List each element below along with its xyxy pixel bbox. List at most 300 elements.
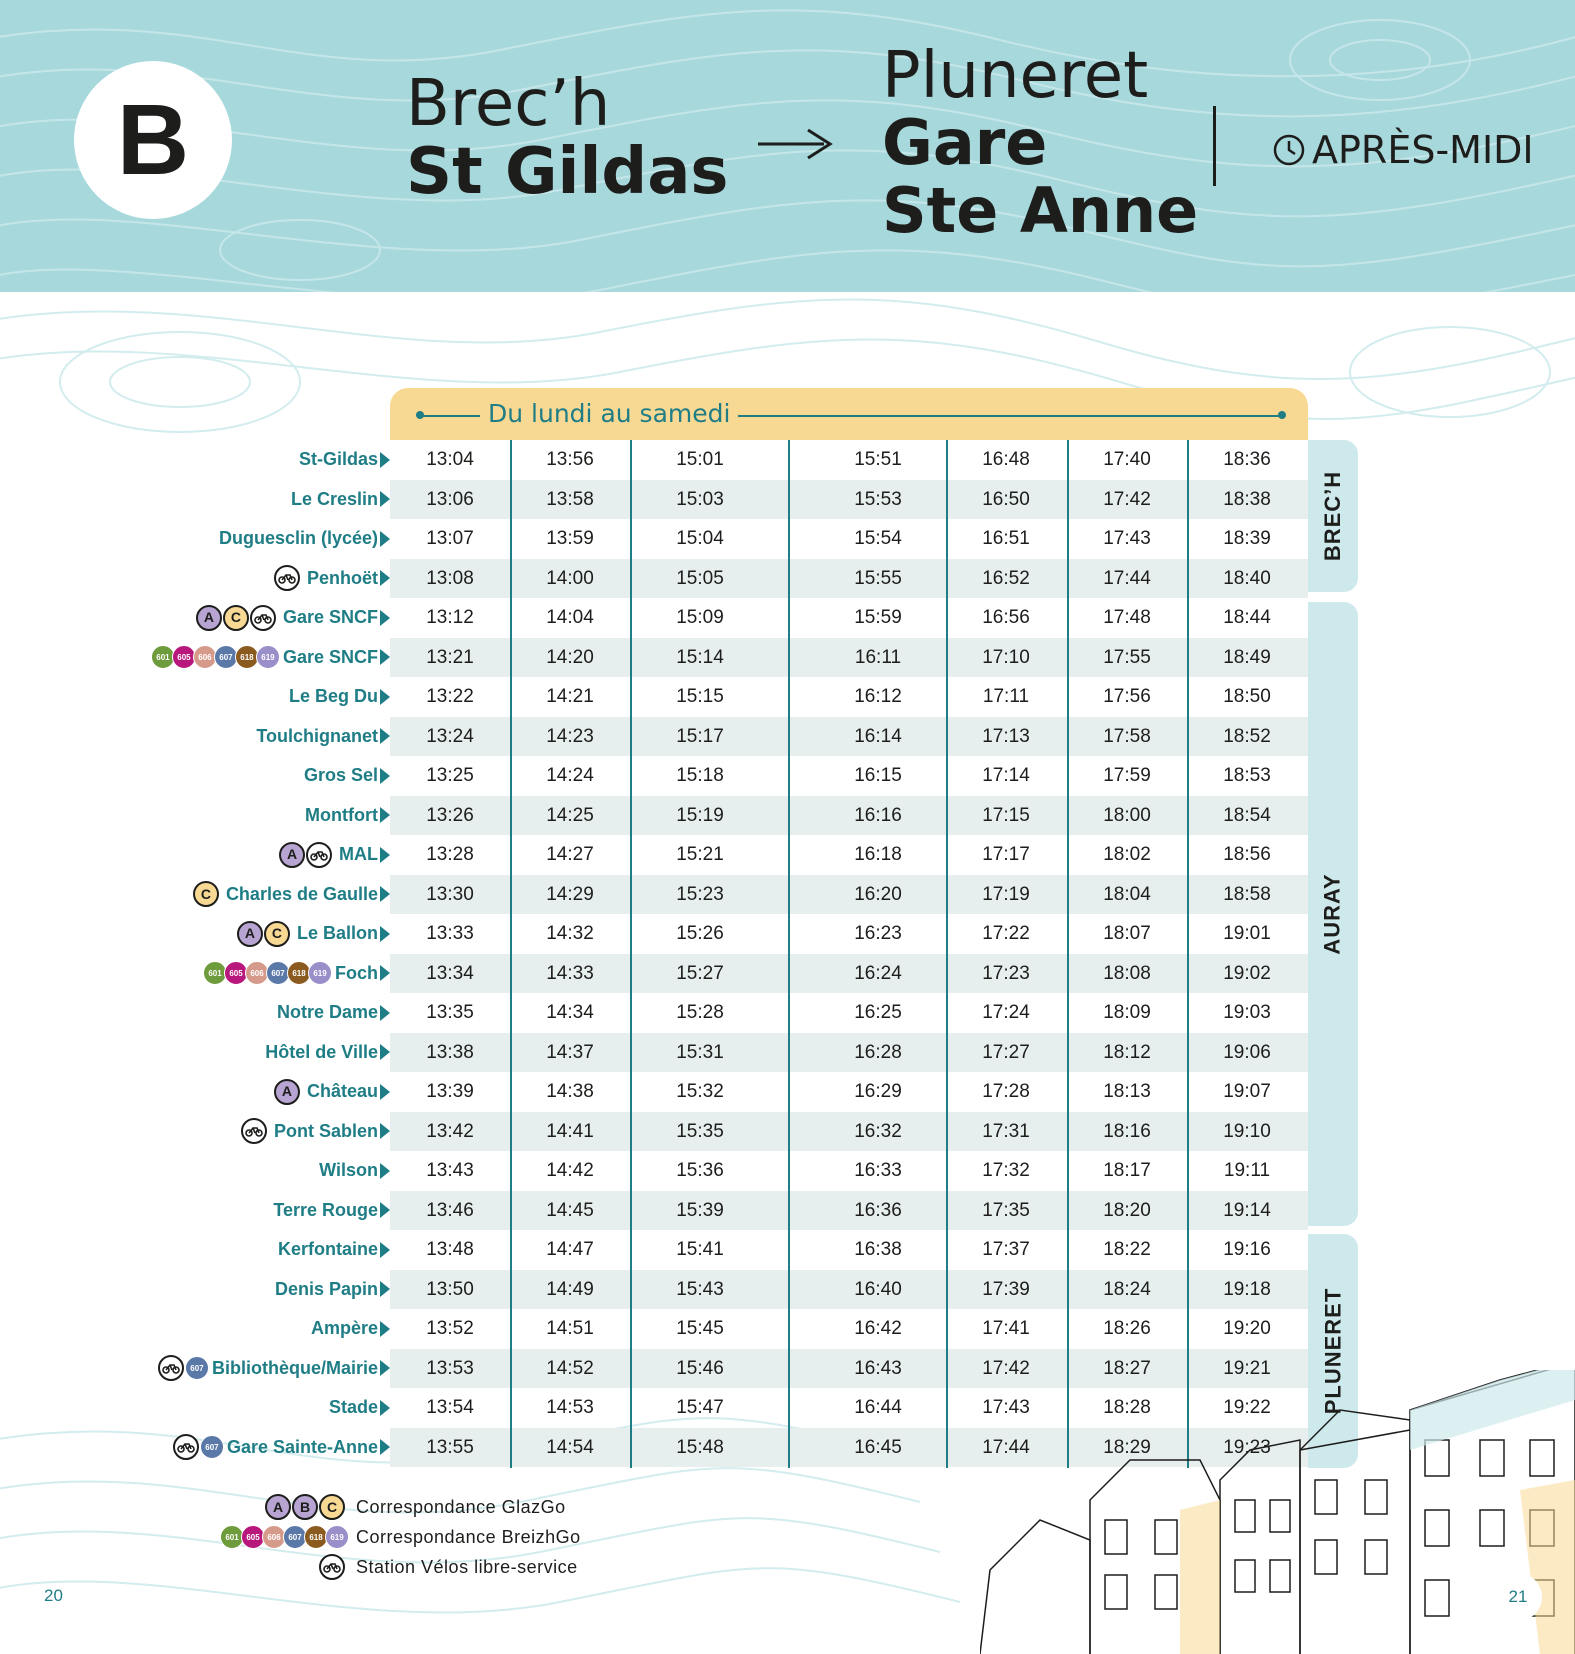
departure-time: 14:25 xyxy=(546,804,594,826)
departure-time: 18:40 xyxy=(1223,567,1271,589)
legend-bike xyxy=(170,1552,606,1582)
stop-marker-icon xyxy=(380,728,390,744)
stop-name: Gros Sel xyxy=(303,765,378,785)
destination-stop-line1: Gare xyxy=(882,106,1048,179)
departure-time: 15:55 xyxy=(854,567,902,589)
departure-time: 18:49 xyxy=(1223,646,1271,668)
stop-label xyxy=(319,1151,390,1191)
zone-pluneret-label: PLUNERET xyxy=(1320,1287,1345,1415)
line-badge: B xyxy=(74,61,232,219)
destination-town: Pluneret xyxy=(882,39,1149,113)
departure-time: 14:42 xyxy=(546,1160,594,1181)
departure-time: 15:51 xyxy=(854,449,902,470)
departure-time: 18:50 xyxy=(1223,686,1271,707)
stop-label xyxy=(304,756,390,796)
departure-time: 15:53 xyxy=(854,488,902,510)
bicycle-icon xyxy=(173,1434,199,1460)
table-row xyxy=(390,1230,1308,1270)
bicycle-icon xyxy=(274,565,300,591)
departure-time: 18:38 xyxy=(1223,488,1271,510)
departure-time: 17:15 xyxy=(982,804,1030,826)
breizhgo-badge-607: 607 xyxy=(266,961,290,985)
departure-time: 18:44 xyxy=(1223,607,1271,628)
stop-marker-icon xyxy=(380,689,390,705)
table-row xyxy=(390,835,1308,875)
stop-marker-icon xyxy=(380,886,390,902)
zone-brech xyxy=(1308,440,1358,592)
stop-label xyxy=(329,1388,390,1428)
departure-time: 13:39 xyxy=(426,1081,474,1102)
departure-time: 14:33 xyxy=(546,962,594,984)
departure-time: 15:43 xyxy=(676,1278,724,1300)
departure-time: 13:28 xyxy=(426,844,474,865)
stop-name: Le Beg Du xyxy=(288,686,378,706)
departure-time: 15:03 xyxy=(676,488,724,510)
departure-time: 15:59 xyxy=(854,607,902,628)
departure-time: 16:24 xyxy=(854,962,902,984)
departure-time: 15:14 xyxy=(676,646,724,668)
departure-time: 17:55 xyxy=(1103,646,1151,668)
stop-label xyxy=(203,954,390,994)
page-number-right: 21 xyxy=(1494,1573,1542,1621)
departure-time: 14:47 xyxy=(546,1239,594,1260)
departure-time: 13:12 xyxy=(426,607,474,628)
stop-name: Pont Sablen xyxy=(273,1120,378,1141)
departure-time: 17:58 xyxy=(1103,725,1151,747)
glazgo-badge-a: A xyxy=(265,1494,291,1520)
stop-marker-icon xyxy=(380,1163,390,1179)
arrow-right-icon xyxy=(756,126,836,162)
departure-time: 13:54 xyxy=(426,1397,474,1418)
table-row xyxy=(390,796,1308,836)
bicycle-icon xyxy=(241,1118,267,1144)
departure-time: 17:44 xyxy=(1103,567,1151,589)
table-row xyxy=(390,875,1308,915)
departure-time: 17:31 xyxy=(982,1120,1030,1142)
departure-time: 15:47 xyxy=(676,1397,724,1418)
table-row xyxy=(390,1112,1308,1152)
departure-time: 16:28 xyxy=(854,1041,902,1063)
departure-time: 16:33 xyxy=(854,1160,902,1181)
departure-time: 13:21 xyxy=(426,646,474,668)
breizhgo-badge-607: 607 xyxy=(185,1356,209,1380)
departure-time: 13:24 xyxy=(426,725,474,747)
glazgo-badge-a: A xyxy=(279,842,305,868)
stop-name: Montfort xyxy=(305,804,378,825)
column-divider xyxy=(788,440,790,1468)
stop-label xyxy=(279,835,390,875)
departure-time: 14:53 xyxy=(546,1397,594,1418)
departure-time: 14:34 xyxy=(546,1002,594,1023)
table-row xyxy=(390,1072,1308,1112)
stop-marker-icon xyxy=(380,1321,390,1337)
departure-time: 16:40 xyxy=(854,1278,902,1300)
departure-time: 19:20 xyxy=(1223,1318,1271,1339)
departure-time: 16:56 xyxy=(982,607,1030,628)
departure-time: 17:56 xyxy=(1103,686,1151,707)
departure-time: 13:48 xyxy=(426,1239,474,1260)
stop-marker-icon xyxy=(380,491,390,507)
stop-marker-icon xyxy=(380,1281,390,1297)
departure-time: 19:10 xyxy=(1223,1120,1271,1142)
stop-marker-icon xyxy=(380,610,390,626)
stop-name: Duguesclin (lycée) xyxy=(218,528,378,548)
table-row xyxy=(390,1270,1308,1310)
departure-time: 18:17 xyxy=(1103,1160,1151,1181)
departure-time: 13:42 xyxy=(426,1120,474,1142)
departure-time: 16:45 xyxy=(854,1436,902,1458)
departure-time: 13:56 xyxy=(546,449,594,470)
departure-time: 13:46 xyxy=(426,1199,474,1221)
departure-time: 13:55 xyxy=(426,1436,474,1458)
stop-label xyxy=(256,717,390,757)
departure-time: 18:58 xyxy=(1223,883,1271,905)
departure-time: 18:00 xyxy=(1103,804,1151,826)
stop-name: Wilson xyxy=(319,1160,378,1180)
departure-time: 19:16 xyxy=(1223,1239,1271,1260)
departure-time: 15:41 xyxy=(676,1239,724,1260)
stop-marker-icon xyxy=(380,847,390,863)
column-divider xyxy=(510,440,512,1468)
breizhgo-badge-619: 619 xyxy=(256,645,280,669)
departure-time: 13:38 xyxy=(426,1041,474,1063)
days-label: Du lundi au samedi xyxy=(480,398,738,430)
breizhgo-badge-619: 619 xyxy=(325,1525,349,1549)
departure-time: 13:58 xyxy=(546,488,594,510)
departure-time: 17:37 xyxy=(982,1239,1030,1260)
legend-glazgo xyxy=(170,1492,606,1522)
departure-time: 16:14 xyxy=(854,725,902,747)
stop-name: Notre Dame xyxy=(276,1002,378,1022)
departure-time: 15:27 xyxy=(676,962,724,984)
breizhgo-badge-619: 619 xyxy=(308,961,332,985)
departure-time: 13:25 xyxy=(426,765,474,786)
departure-time: 15:36 xyxy=(676,1160,724,1181)
stop-name: Hôtel de Ville xyxy=(265,1041,378,1062)
departure-time: 13:26 xyxy=(426,804,474,826)
departure-time: 18:12 xyxy=(1103,1041,1151,1063)
breizhgo-badge-606: 606 xyxy=(245,961,269,985)
legend-glazgo-text: Correspondance GlazGo xyxy=(356,1496,566,1517)
departure-time: 18:26 xyxy=(1103,1318,1151,1339)
departure-time: 16:12 xyxy=(854,686,902,707)
stop-name: Stade xyxy=(328,1397,378,1417)
departure-time: 16:52 xyxy=(982,567,1030,589)
departure-time: 15:35 xyxy=(676,1120,724,1142)
departure-time: 18:20 xyxy=(1103,1199,1151,1221)
departure-time: 15:26 xyxy=(676,923,724,944)
breizhgo-badge-607: 607 xyxy=(200,1435,224,1459)
stop-marker-icon xyxy=(380,768,390,784)
departure-time: 15:45 xyxy=(676,1318,724,1339)
departure-time: 17:44 xyxy=(982,1436,1030,1458)
stop-marker-icon xyxy=(380,1202,390,1218)
table-row xyxy=(390,638,1308,678)
table-row xyxy=(390,954,1308,994)
stop-marker-icon xyxy=(380,649,390,665)
origin-stop: St Gildas xyxy=(406,135,729,209)
departure-time: 14:54 xyxy=(546,1436,594,1458)
departure-time: 15:31 xyxy=(676,1041,724,1063)
page-header xyxy=(0,0,1575,292)
departure-time: 13:34 xyxy=(426,962,474,984)
departure-time: 18:09 xyxy=(1103,1002,1151,1023)
stop-marker-icon xyxy=(380,1123,390,1139)
stop-label xyxy=(274,1072,390,1112)
days-banner xyxy=(390,388,1308,440)
stop-marker-icon xyxy=(380,1084,390,1100)
table-row xyxy=(390,598,1308,638)
departure-time: 19:18 xyxy=(1223,1278,1271,1300)
departure-time: 19:06 xyxy=(1223,1041,1271,1063)
departure-time: 18:22 xyxy=(1103,1239,1151,1260)
departure-time: 17:42 xyxy=(1103,488,1151,510)
stop-marker-icon xyxy=(380,452,390,468)
departure-time: 16:51 xyxy=(982,528,1030,549)
departure-time: 13:06 xyxy=(426,488,474,510)
glazgo-badge-c: C xyxy=(193,881,219,907)
departure-time: 13:33 xyxy=(426,923,474,944)
stop-marker-icon xyxy=(380,1044,390,1060)
table-row xyxy=(390,1309,1308,1349)
departure-time: 13:04 xyxy=(426,449,474,470)
departure-time: 17:13 xyxy=(982,725,1030,747)
departure-time: 14:37 xyxy=(546,1041,594,1063)
breizhgo-badges xyxy=(170,1525,346,1549)
stop-marker-icon xyxy=(380,1360,390,1376)
departure-time: 17:28 xyxy=(982,1081,1030,1102)
breizhgo-badge-601: 601 xyxy=(151,645,175,669)
stop-label xyxy=(265,1033,390,1073)
departure-time: 17:40 xyxy=(1103,449,1151,470)
departure-time: 15:39 xyxy=(676,1199,724,1221)
departure-time: 14:52 xyxy=(546,1357,594,1379)
departure-time: 13:07 xyxy=(426,528,474,549)
departure-time: 18:27 xyxy=(1103,1357,1151,1379)
column-divider xyxy=(630,440,632,1468)
stop-label xyxy=(173,1428,390,1468)
departure-time: 13:52 xyxy=(426,1318,474,1339)
departure-time: 14:27 xyxy=(546,844,594,865)
origin-town: Brec’h xyxy=(406,67,611,141)
stop-marker-icon xyxy=(380,807,390,823)
legend-breizhgo xyxy=(170,1522,606,1552)
stop-label xyxy=(273,1191,390,1231)
departure-time: 18:56 xyxy=(1223,844,1271,865)
stop-name: Kerfontaine xyxy=(277,1239,378,1259)
breizhgo-badge-607: 607 xyxy=(214,645,238,669)
stop-marker-icon xyxy=(380,1439,390,1455)
departure-time: 17:17 xyxy=(982,844,1030,865)
page-number-left: 20 xyxy=(44,1586,63,1605)
glazgo-badge-b: B xyxy=(292,1494,318,1520)
departure-time: 14:32 xyxy=(546,923,594,944)
breizhgo-badge-601: 601 xyxy=(220,1525,244,1549)
departure-time: 15:18 xyxy=(676,765,724,786)
stop-name: Château xyxy=(306,1081,378,1101)
departure-time: 16:36 xyxy=(854,1199,902,1221)
departure-time: 15:17 xyxy=(676,725,724,747)
departure-time: 16:15 xyxy=(854,765,902,786)
departure-time: 18:53 xyxy=(1223,765,1271,786)
departure-time: 13:59 xyxy=(546,528,594,549)
breizhgo-badge-606: 606 xyxy=(262,1525,286,1549)
stop-name: St-Gildas xyxy=(298,449,378,469)
departure-time: 16:25 xyxy=(854,1002,902,1023)
table-row xyxy=(390,440,1308,480)
departure-time: 14:04 xyxy=(546,607,594,628)
destination-stop-line2: Ste Anne xyxy=(882,174,1199,247)
stop-name: Ampère xyxy=(310,1318,378,1338)
stop-name: Charles de Gaulle xyxy=(225,883,378,904)
departure-time: 14:23 xyxy=(546,725,594,747)
departure-time: 17:35 xyxy=(982,1199,1030,1221)
table-row xyxy=(390,677,1308,717)
stop-name: Denis Papin xyxy=(274,1278,378,1299)
departure-time: 16:16 xyxy=(854,804,902,826)
departure-time: 18:36 xyxy=(1223,449,1271,470)
departure-time: 18:28 xyxy=(1103,1397,1151,1418)
stop-label xyxy=(193,875,390,915)
departure-time: 15:05 xyxy=(676,567,724,589)
clock-icon xyxy=(1272,133,1306,167)
departure-time: 18:08 xyxy=(1103,962,1151,984)
departure-time: 15:54 xyxy=(854,528,902,549)
stop-label xyxy=(289,677,390,717)
table-row xyxy=(390,993,1308,1033)
stop-label xyxy=(196,598,390,638)
zone-brech-label: BREC’H xyxy=(1320,470,1345,562)
departure-time: 17:32 xyxy=(982,1160,1030,1181)
departure-time: 17:10 xyxy=(982,646,1030,668)
departure-time: 16:32 xyxy=(854,1120,902,1142)
bike-badge xyxy=(170,1554,346,1580)
table-row xyxy=(390,1033,1308,1073)
departure-time: 18:07 xyxy=(1103,923,1151,944)
departure-time: 13:35 xyxy=(426,1002,474,1023)
breizhgo-badge-605: 605 xyxy=(172,645,196,669)
stop-marker-icon xyxy=(380,1242,390,1258)
stop-label xyxy=(305,796,390,836)
departure-time: 13:22 xyxy=(426,686,474,707)
period-text: APRÈS-MIDI xyxy=(1312,128,1534,172)
departure-time: 19:14 xyxy=(1223,1199,1271,1221)
legend-bike-text: Station Vélos libre-service xyxy=(356,1556,578,1577)
departure-time: 18:16 xyxy=(1103,1120,1151,1142)
departure-time: 18:54 xyxy=(1223,804,1271,826)
stop-label xyxy=(219,519,390,559)
bicycle-icon xyxy=(306,842,332,868)
zone-auray xyxy=(1308,602,1358,1226)
departure-time: 17:19 xyxy=(982,883,1030,905)
breizhgo-badge-605: 605 xyxy=(241,1525,265,1549)
departure-time: 16:11 xyxy=(854,646,902,668)
breizhgo-badge-618: 618 xyxy=(304,1525,328,1549)
breizhgo-badge-618: 618 xyxy=(287,961,311,985)
stop-label xyxy=(311,1309,390,1349)
departure-time: 17:42 xyxy=(982,1357,1030,1379)
breizhgo-badge-605: 605 xyxy=(224,961,248,985)
departure-time: 15:15 xyxy=(676,686,724,707)
route-destination xyxy=(882,39,1199,247)
departure-time: 14:21 xyxy=(546,686,594,707)
departure-time: 17:48 xyxy=(1103,607,1151,628)
departure-time: 18:04 xyxy=(1103,883,1151,905)
departure-time: 18:24 xyxy=(1103,1278,1151,1300)
departure-time: 15:04 xyxy=(676,528,724,549)
zone-auray-label: AURAY xyxy=(1320,873,1345,955)
departure-time: 17:11 xyxy=(982,686,1030,707)
departure-time: 17:59 xyxy=(1103,765,1151,786)
departure-time: 15:23 xyxy=(676,883,724,905)
stop-label xyxy=(275,1270,390,1310)
departure-time: 16:42 xyxy=(854,1318,902,1339)
departure-time: 14:29 xyxy=(546,883,594,905)
breizhgo-badge-618: 618 xyxy=(235,645,259,669)
departure-time: 19:02 xyxy=(1223,962,1271,984)
breizhgo-badge-601: 601 xyxy=(203,961,227,985)
glazgo-badge-a: A xyxy=(274,1079,300,1105)
departure-time: 13:08 xyxy=(426,567,474,589)
stop-label xyxy=(278,1230,390,1270)
departure-time: 18:39 xyxy=(1223,528,1271,549)
stop-label xyxy=(299,440,390,480)
stop-label xyxy=(241,1112,390,1152)
column-divider xyxy=(1187,440,1189,1468)
stop-marker-icon xyxy=(380,926,390,942)
banner-dot-right xyxy=(1278,411,1286,419)
departure-time: 14:00 xyxy=(546,567,594,589)
departure-time: 16:48 xyxy=(982,449,1030,470)
route-origin xyxy=(406,67,729,209)
glazgo-badges xyxy=(170,1494,346,1520)
stop-name: MAL xyxy=(339,844,378,864)
column-divider xyxy=(1067,440,1069,1468)
departure-time: 19:07 xyxy=(1223,1081,1271,1102)
stop-name: Foch xyxy=(335,962,378,983)
departure-time: 16:29 xyxy=(854,1081,902,1102)
table-row xyxy=(390,480,1308,520)
breizhgo-badge-606: 606 xyxy=(193,645,217,669)
legend-breizhgo-text: Correspondance BreizhGo xyxy=(356,1526,581,1547)
departure-time: 15:28 xyxy=(676,1002,724,1023)
stop-marker-icon xyxy=(380,1005,390,1021)
departure-time: 16:18 xyxy=(854,844,902,865)
bicycle-icon xyxy=(250,605,276,631)
glazgo-badge-a: A xyxy=(196,605,222,631)
departure-time: 14:45 xyxy=(546,1199,594,1221)
stop-name: Le Ballon xyxy=(296,923,378,943)
bicycle-icon xyxy=(158,1355,184,1381)
table-row xyxy=(390,559,1308,599)
departure-time: 19:03 xyxy=(1223,1002,1271,1023)
column-divider xyxy=(946,440,948,1468)
departure-time: 17:14 xyxy=(982,765,1030,786)
glazgo-badge-c: C xyxy=(264,921,290,947)
table-row xyxy=(390,519,1308,559)
departure-time: 17:24 xyxy=(982,1002,1030,1023)
departure-time: 15:48 xyxy=(676,1436,724,1458)
stop-name: Penhoët xyxy=(306,567,378,588)
stop-name: Gare SNCF xyxy=(282,646,378,667)
departure-time: 16:43 xyxy=(854,1357,902,1379)
departure-time: 15:46 xyxy=(676,1357,724,1379)
departure-time: 16:38 xyxy=(854,1239,902,1260)
departure-time: 17:22 xyxy=(982,923,1030,944)
breizhgo-badge-607: 607 xyxy=(283,1525,307,1549)
departure-time: 19:23 xyxy=(1223,1436,1271,1458)
departure-time: 17:23 xyxy=(982,962,1030,984)
